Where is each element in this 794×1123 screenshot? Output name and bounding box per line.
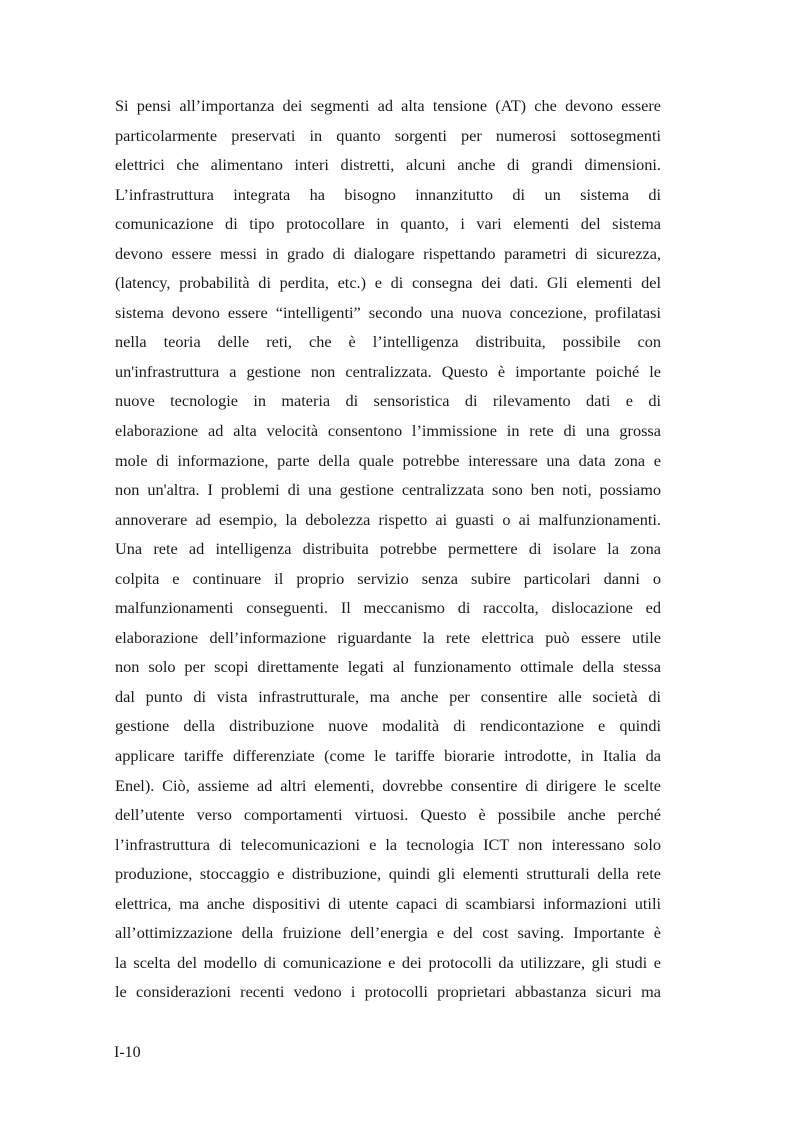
text-line-9: nella teoria delle reti, che è l’intelligenza distribuita, possibile con [115,332,661,352]
text-line-4: L’infrastruttura integrata ha bisogno innanzitutto di un sistema di [115,184,661,204]
text-line-7: (latency, probabilità di perdita, etc.) e di consegna dei dati. Gli elementi del [115,273,661,293]
text-line-30: la scelta del modello di comunicazione e dei protocolli da utilizzare, gli studi e [115,952,661,972]
text-line-22: gestione della distribuzione nuove modalità di rendicontazione e quindi [115,716,661,736]
text-line-10: un'infrastruttura a gestione non centralizzata. Questo è importante poiché le [115,361,661,381]
text-line-23: applicare tariffe differenziate (come le tariffe biorarie introdotte, in Italia da [115,746,661,766]
text-line-26: l’infrastruttura di telecomunicazioni e la tecnologia ICT non interessano solo [115,834,661,854]
text-line-8: sistema devono essere “intelligenti” secondo una nuova concezione, profilatasi [115,302,661,322]
text-line-3: elettrici che alimentano interi distretti, alcuni anche di grandi dimensioni. [115,155,661,175]
text-line-29: all’ottimizzazione della fruizione dell’energia e del cost saving. Importante è [115,923,661,943]
text-line-1: Si pensi all’importanza dei segmenti ad alta tensione (AT) che devono essere [115,96,661,115]
text-line-20: non solo per scopi direttamente legati al funzionamento ottimale della stessa [115,657,661,677]
text-line-2: particolarmente preservati in quanto sorgenti per numerosi sottosegmenti [115,125,661,145]
text-line-21: dal punto di vista infrastrutturale, ma anche per consentire alle società di [115,686,661,706]
text-line-25: dell’utente verso comportamenti virtuosi. Questo è possibile anche perché [115,805,661,825]
text-line-31: le considerazioni recenti vedono i protocolli proprietari abbastanza sicuri ma [115,982,661,1002]
text-line-16: Una rete ad intelligenza distribuita potrebbe permettere di isolare la zona [115,539,661,559]
text-line-13: mole di informazione, parte della quale potrebbe interessare una data zona e [115,450,661,470]
page-number: I-10 [114,1044,141,1061]
text-line-19: elaborazione dell’informazione riguardante la rete elettrica può essere utile [115,627,661,647]
body-paragraph [115,91,661,1007]
text-line-27: produzione, stoccaggio e distribuzione, quindi gli elementi strutturali della rete [115,864,661,884]
text-line-15: annoverare ad esempio, la debolezza rispetto ai guasti o ai malfunzionamenti. [115,509,661,529]
text-line-18: malfunzionamenti conseguenti. Il meccanismo di raccolta, dislocazione ed [115,598,661,618]
text-line-28: elettrica, ma anche dispositivi di utente capaci di scambiarsi informazioni utili [115,893,661,913]
text-line-6: devono essere messi in grado di dialogare rispettando parametri di sicurezza, [115,243,661,263]
text-line-11: nuove tecnologie in materia di sensoristica di rilevamento dati e di [115,391,661,411]
text-line-24: Enel). Ciò, assieme ad altri elementi, dovrebbe consentire di dirigere le scelte [115,775,661,795]
text-line-17: colpita e continuare il proprio servizio senza subire particolari danni o [115,568,661,588]
text-line-14: non un'altra. I problemi di una gestione centralizzata sono ben noti, possiamo [115,480,661,500]
text-line-5: comunicazione di tipo protocollare in quanto, i vari elementi del sistema [115,214,661,234]
text-line-12: elaborazione ad alta velocità consentono l’immissione in rete di una grossa [115,421,661,441]
